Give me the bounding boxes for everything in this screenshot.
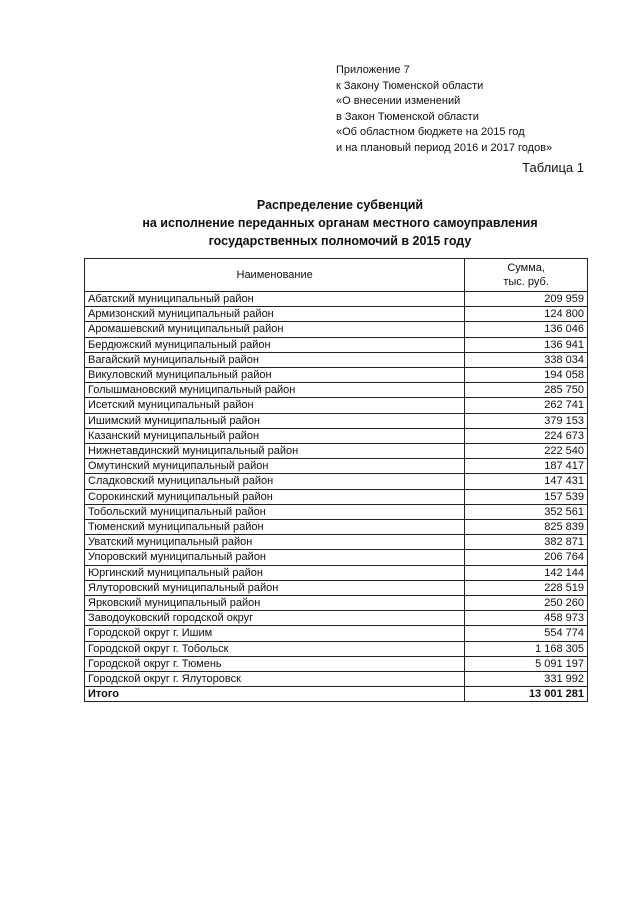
row-sum: 5 091 197 <box>465 656 588 671</box>
row-name: Голышмановский муниципальный район <box>85 383 465 398</box>
table-row <box>85 292 588 307</box>
table-row <box>85 565 588 580</box>
appendix-line: и на плановый период 2016 и 2017 годов» <box>336 141 553 154</box>
appendix-line: «О внесении изменений <box>336 95 461 107</box>
row-sum: 228 519 <box>465 580 588 595</box>
title-line: государственных полномочий в 2015 году <box>208 234 472 248</box>
row-name: Заводоуковский городской округ <box>85 611 465 626</box>
total-row <box>85 687 588 702</box>
subventions-table <box>84 258 588 702</box>
table-row <box>85 656 588 671</box>
appendix-line: Приложение 7 <box>336 64 410 76</box>
row-name: Уватский муниципальный район <box>85 535 465 550</box>
row-name: Абатский муниципальный район <box>85 292 465 307</box>
table-row <box>85 504 588 519</box>
row-name: Ярковский муниципальный район <box>85 596 465 611</box>
row-name: Сорокинский муниципальный район <box>85 489 465 504</box>
table-row <box>85 672 588 687</box>
table-row <box>85 626 588 641</box>
total-sum: 13 001 281 <box>465 687 588 702</box>
row-name: Ялуторовский муниципальный район <box>85 580 465 595</box>
row-name: Ишимский муниципальный район <box>85 413 465 428</box>
appendix-line: «Об областном бюджете на 2015 год <box>336 126 525 138</box>
table-row <box>85 611 588 626</box>
row-name: Бердюжский муниципальный район <box>85 337 465 352</box>
row-sum: 382 871 <box>465 535 588 550</box>
table-row <box>85 474 588 489</box>
row-sum: 1 168 305 <box>465 641 588 656</box>
table-row <box>85 535 588 550</box>
row-name: Омутинский муниципальный район <box>85 459 465 474</box>
document-title <box>60 196 620 250</box>
table-row <box>85 641 588 656</box>
row-sum: 147 431 <box>465 474 588 489</box>
table-row <box>85 520 588 535</box>
title-line: Распределение субвенций <box>256 198 424 212</box>
row-name: Сладковский муниципальный район <box>85 474 465 489</box>
table-row <box>85 307 588 322</box>
table-row <box>85 398 588 413</box>
table-row <box>85 428 588 443</box>
table-row <box>85 550 588 565</box>
row-name: Тюменский муниципальный район <box>85 520 465 535</box>
row-name: Городской округ г. Ишим <box>85 626 465 641</box>
row-sum: 187 417 <box>465 459 588 474</box>
row-sum: 262 741 <box>465 398 588 413</box>
appendix-line: в Закон Тюменской области <box>336 110 479 123</box>
row-name: Викуловский муниципальный район <box>85 368 465 383</box>
row-sum: 352 561 <box>465 504 588 519</box>
row-name: Нижнетавдинский муниципальный район <box>85 444 465 459</box>
table-label: Таблица 1 <box>522 160 584 175</box>
row-sum: 250 260 <box>465 596 588 611</box>
row-sum: 194 058 <box>465 368 588 383</box>
row-sum: 554 774 <box>465 626 588 641</box>
appendix-note <box>336 63 552 156</box>
row-name: Аромашевский муниципальный район <box>85 322 465 337</box>
table-body <box>85 292 588 702</box>
row-sum: 379 153 <box>465 413 588 428</box>
table-row <box>85 413 588 428</box>
header-sum-line1: Сумма, <box>507 262 545 274</box>
table-row <box>85 580 588 595</box>
row-name: Исетский муниципальный район <box>85 398 465 413</box>
row-name: Тобольский муниципальный район <box>85 504 465 519</box>
row-sum: 222 540 <box>465 444 588 459</box>
header-sum-line2: тыс. руб. <box>503 276 549 288</box>
table-row <box>85 383 588 398</box>
row-sum: 285 750 <box>465 383 588 398</box>
row-sum: 338 034 <box>465 352 588 367</box>
row-sum: 825 839 <box>465 520 588 535</box>
table-row <box>85 368 588 383</box>
table-header-row <box>85 259 588 292</box>
table-row <box>85 459 588 474</box>
row-sum: 157 539 <box>465 489 588 504</box>
row-name: Городской округ г. Тюмень <box>85 656 465 671</box>
title-line: на исполнение переданных органам местного самоуправления <box>142 216 538 230</box>
row-name: Юргинский муниципальный район <box>85 565 465 580</box>
row-sum: 209 959 <box>465 292 588 307</box>
row-name: Городской округ г. Ялуторовск <box>85 672 465 687</box>
appendix-line: к Закону Тюменской области <box>336 79 484 92</box>
row-sum: 136 941 <box>465 337 588 352</box>
row-sum: 124 800 <box>465 307 588 322</box>
header-name: Наименование <box>85 259 465 292</box>
header-sum <box>465 259 588 292</box>
row-sum: 458 973 <box>465 611 588 626</box>
row-sum: 142 144 <box>465 565 588 580</box>
table-row <box>85 444 588 459</box>
row-name: Армизонский муниципальный район <box>85 307 465 322</box>
table-row <box>85 322 588 337</box>
table-row <box>85 337 588 352</box>
row-name: Городской округ г. Тобольск <box>85 641 465 656</box>
table-row <box>85 489 588 504</box>
row-sum: 136 046 <box>465 322 588 337</box>
row-name: Упоровский муниципальный район <box>85 550 465 565</box>
table-row <box>85 352 588 367</box>
row-sum: 331 992 <box>465 672 588 687</box>
total-label: Итого <box>85 687 465 702</box>
row-name: Казанский муниципальный район <box>85 428 465 443</box>
row-name: Вагайский муниципальный район <box>85 352 465 367</box>
row-sum: 206 764 <box>465 550 588 565</box>
table-row <box>85 596 588 611</box>
row-sum: 224 673 <box>465 428 588 443</box>
